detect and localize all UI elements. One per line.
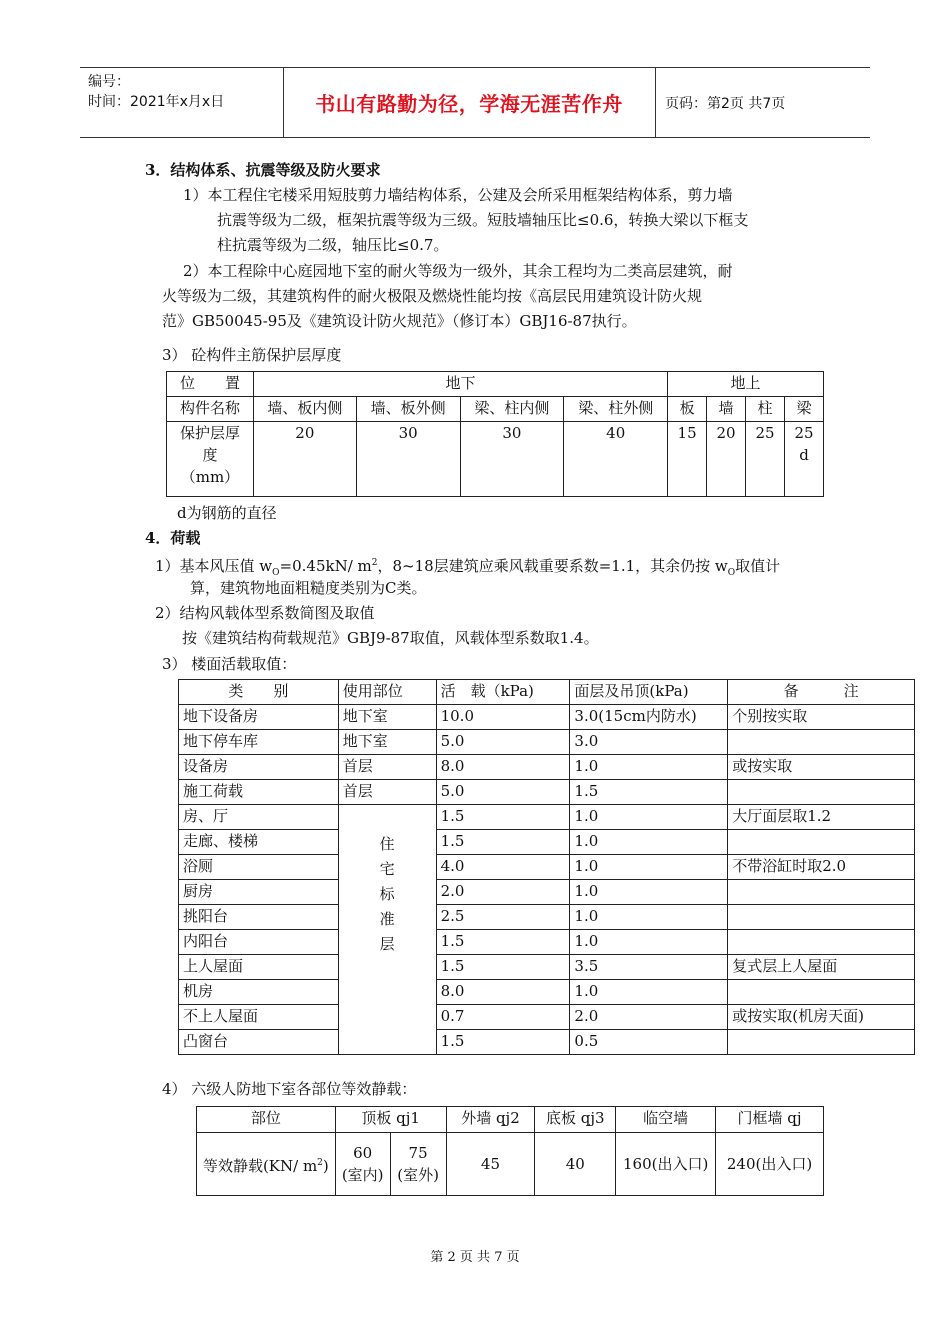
table-cell: 地下室 — [338, 705, 436, 730]
row-label-line: 度 — [202, 446, 218, 464]
table-cell: 1.5 — [436, 805, 570, 830]
column-header: 梁、柱内侧 — [460, 397, 564, 422]
cell-line: (室外) — [397, 1166, 439, 1184]
text-part: ，8~18层建筑应乘风载重要系数=1.1，其余仍按 w — [377, 557, 728, 575]
header-motto: 书山有路勤为径，学海无涯苦作舟 — [315, 92, 623, 116]
table-cell: 8.0 — [436, 980, 570, 1005]
table-cell: 0.5 — [570, 1030, 728, 1055]
column-header: 墙、板内侧 — [253, 397, 356, 422]
table-cell: 1.0 — [570, 805, 728, 830]
table-cell: 上人屋面 — [179, 955, 339, 980]
table-cell: 1.5 — [436, 955, 570, 980]
table-cell — [728, 905, 915, 930]
table-cell: 不带浴缸时取2.0 — [728, 855, 915, 880]
table-cell: 1.0 — [570, 855, 728, 880]
page-header — [80, 67, 870, 138]
subscript: O — [727, 568, 736, 578]
cell-line: (室内) — [341, 1166, 384, 1184]
table-row — [179, 780, 915, 805]
cell-line: 25 — [794, 424, 814, 442]
table-cell — [728, 1030, 915, 1055]
paragraph-line: 范》GB50045-95及《建筑设计防火规范》（修订本）GBJ16-87执行。 — [162, 312, 637, 330]
table-cell: 个别按实取 — [728, 705, 915, 730]
row-label-line: （mm） — [180, 468, 240, 486]
subsection-title: 3） 砼构件主筋保护层厚度 — [162, 346, 342, 364]
table-cell: 或按实取 — [728, 755, 915, 780]
table-cell: 40 — [535, 1133, 616, 1196]
table-cell: 首层 — [338, 780, 436, 805]
table-row — [179, 880, 915, 905]
paragraph-line: 算，建筑物地面粗糙度类别为C类。 — [190, 579, 427, 597]
paragraph-line: 抗震等级为二级，框架抗震等级为三级。短肢墙轴压比≤0.6，转换大梁以下框支 — [217, 211, 749, 229]
table-cell: 1.0 — [570, 905, 728, 930]
column-header: 梁、柱外侧 — [564, 397, 668, 422]
table-row — [179, 755, 915, 780]
table-cell: 5.0 — [436, 730, 570, 755]
residential-standard-floor-label — [338, 805, 436, 1055]
page-footer: 第 2 页 共 7 页 — [430, 1250, 520, 1265]
table-cell: 厨房 — [179, 880, 339, 905]
column-header: 门框墙 qj — [716, 1107, 824, 1133]
table-row — [179, 855, 915, 880]
table-cell: 2.0 — [570, 1005, 728, 1030]
merged-label-char: 住 — [379, 835, 395, 853]
table-cell: 浴厕 — [179, 855, 339, 880]
section4-title: 4．荷载 — [145, 529, 201, 547]
paragraph-line: 1）本工程住宅楼采用短肢剪力墙结构体系，公建及会所采用框架结构体系，剪力墙 — [183, 186, 733, 204]
table-cell — [390, 1133, 446, 1196]
table-cell — [728, 830, 915, 855]
paragraph-line: 火等级为二级，其建筑构件的耐火极限及燃烧性能均按《高层民用建筑设计防火规 — [162, 287, 703, 305]
table-cell: 20 — [253, 422, 356, 497]
superscript: 2 — [317, 1157, 323, 1168]
floor-live-load-table — [178, 679, 915, 1055]
table-cell: 内阳台 — [179, 930, 339, 955]
table-cell: 房、厅 — [179, 805, 339, 830]
table-cell: 1.0 — [570, 930, 728, 955]
table-cell: 1.5 — [436, 1030, 570, 1055]
table-cell: 5.0 — [436, 780, 570, 805]
table-cell: 首层 — [338, 755, 436, 780]
column-header: 活 载（kPa) — [436, 680, 570, 705]
table-cell: 地下停车库 — [179, 730, 339, 755]
cell-line: 75 — [408, 1144, 428, 1162]
table-row — [179, 930, 915, 955]
table-cell — [728, 980, 915, 1005]
table-cell: 或按实取(机房天面) — [728, 1005, 915, 1030]
column-header: 类 别 — [179, 680, 339, 705]
subsection-title: 4） 六级人防地下室各部位等效静载： — [162, 1080, 417, 1098]
column-header: 部位 — [197, 1107, 336, 1133]
table-cell: 设备房 — [179, 755, 339, 780]
civil-defense-load-table — [196, 1106, 824, 1196]
table-cell: 30 — [460, 422, 564, 497]
text-part: 1）基本风压值 w — [155, 557, 273, 575]
table-row — [179, 705, 915, 730]
table-cell: 10.0 — [436, 705, 570, 730]
column-header: 墙 — [707, 397, 746, 422]
row-label-line: 保护层厚 — [179, 424, 240, 442]
table-row — [179, 805, 915, 830]
column-header: 柱 — [746, 397, 785, 422]
table-cell: 240(出入口) — [716, 1133, 824, 1196]
table-cell: 复式层上人屋面 — [728, 955, 915, 980]
header-meta — [88, 72, 224, 112]
underground-header: 地下 — [253, 372, 667, 397]
table-cell: 大厅面层取1.2 — [728, 805, 915, 830]
table-cell — [784, 422, 823, 497]
table-cell: 0.7 — [436, 1005, 570, 1030]
table-cell: 1.5 — [436, 930, 570, 955]
table-cell — [728, 930, 915, 955]
table-row — [179, 1030, 915, 1055]
table-cell: 160(出入口) — [616, 1133, 716, 1196]
header-divider — [655, 68, 656, 137]
table-row — [179, 980, 915, 1005]
superscript: 2 — [371, 558, 378, 568]
paragraph-line: 柱抗震等级为二级，轴压比≤0.7。 — [217, 236, 449, 254]
subsection-title: 3） 楼面活载取值： — [162, 655, 297, 673]
table-row — [179, 830, 915, 855]
number-label: 编号： — [88, 74, 130, 90]
table-cell: 4.0 — [436, 855, 570, 880]
table-cell: 走廊、楼梯 — [179, 830, 339, 855]
table-cell: 挑阳台 — [179, 905, 339, 930]
merged-label-char: 宅 — [379, 860, 395, 878]
table-cell: 3.0(15cm内防水) — [570, 705, 728, 730]
table-row — [197, 1133, 824, 1196]
table-cell: 20 — [707, 422, 746, 497]
cover-thickness-table — [166, 371, 824, 497]
table-cell: 8.0 — [436, 755, 570, 780]
table-cell: 15 — [668, 422, 707, 497]
column-header: 梁 — [784, 397, 823, 422]
table-cell: 1.0 — [570, 755, 728, 780]
table-cell: 地下室 — [338, 730, 436, 755]
table-cell: 不上人屋面 — [179, 1005, 339, 1030]
table-cell: 1.0 — [570, 880, 728, 905]
text-part: ) — [322, 1156, 329, 1175]
table-row — [179, 730, 915, 755]
cell-line: 60 — [353, 1144, 373, 1162]
time-label: 时间：2021年x月x日 — [88, 94, 225, 110]
column-header: 底板 qj3 — [535, 1107, 616, 1133]
table-cell: 1.5 — [570, 780, 728, 805]
table-note: d为钢筋的直径 — [177, 504, 277, 522]
cover-row-label — [167, 422, 254, 497]
cell-line: d — [799, 446, 809, 464]
table-cell: 30 — [356, 422, 460, 497]
table-cell: 施工荷载 — [179, 780, 339, 805]
merged-label-char: 标 — [379, 885, 395, 903]
column-header: 顶板 qj1 — [335, 1107, 446, 1133]
table-cell — [728, 880, 915, 905]
table-cell: 1.5 — [436, 830, 570, 855]
text-part: =0.45kN/ m — [279, 557, 372, 575]
table-cell: 45 — [446, 1133, 535, 1196]
column-header: 板 — [668, 397, 707, 422]
table-row — [179, 905, 915, 930]
equivalent-static-load-label — [197, 1133, 336, 1196]
table-row — [179, 1005, 915, 1030]
table-cell: 2.5 — [436, 905, 570, 930]
table-cell: 2.0 — [436, 880, 570, 905]
paragraph-line: 按《建筑结构荷载规范》GBJ9-87取值，风载体型系数取1.4。 — [182, 629, 599, 647]
column-header: 使用部位 — [338, 680, 436, 705]
table-cell — [728, 780, 915, 805]
position-header: 位 置 — [167, 372, 254, 397]
table-cell: 凸窗台 — [179, 1030, 339, 1055]
column-header: 墙、板外侧 — [356, 397, 460, 422]
paragraph-line: 2）本工程除中心庭园地下室的耐火等级为一级外，其余工程均为二类高层建筑，耐 — [183, 262, 733, 280]
table-row — [179, 955, 915, 980]
column-header: 外墙 qj2 — [446, 1107, 535, 1133]
table-cell: 机房 — [179, 980, 339, 1005]
text-part: 取值计 — [735, 557, 781, 575]
table-cell — [728, 730, 915, 755]
merged-label-char: 层 — [379, 935, 395, 953]
table-cell: 地下设备房 — [179, 705, 339, 730]
column-header: 面层及吊顶(kPa) — [570, 680, 728, 705]
table-cell — [335, 1133, 390, 1196]
merged-label-char: 准 — [379, 910, 395, 928]
column-header: 临空墙 — [616, 1107, 716, 1133]
text-part: 等效静载(KN/ m — [202, 1156, 318, 1175]
aboveground-header: 地上 — [668, 372, 824, 397]
table-cell: 3.0 — [570, 730, 728, 755]
table-cell: 1.0 — [570, 980, 728, 1005]
table-cell: 3.5 — [570, 955, 728, 980]
section3-title: 3．结构体系、抗震等级及防火要求 — [145, 161, 381, 179]
subscript: O — [272, 568, 280, 578]
paragraph-line: 2）结构风载体型系数简图及取值 — [155, 604, 375, 622]
column-header: 备 注 — [728, 680, 915, 705]
component-name-header: 构件名称 — [167, 397, 254, 422]
header-page-info: 页码：第2页 共7页 — [665, 95, 786, 112]
table-cell: 1.0 — [570, 830, 728, 855]
table-cell: 25 — [746, 422, 785, 497]
table-cell: 40 — [564, 422, 668, 497]
